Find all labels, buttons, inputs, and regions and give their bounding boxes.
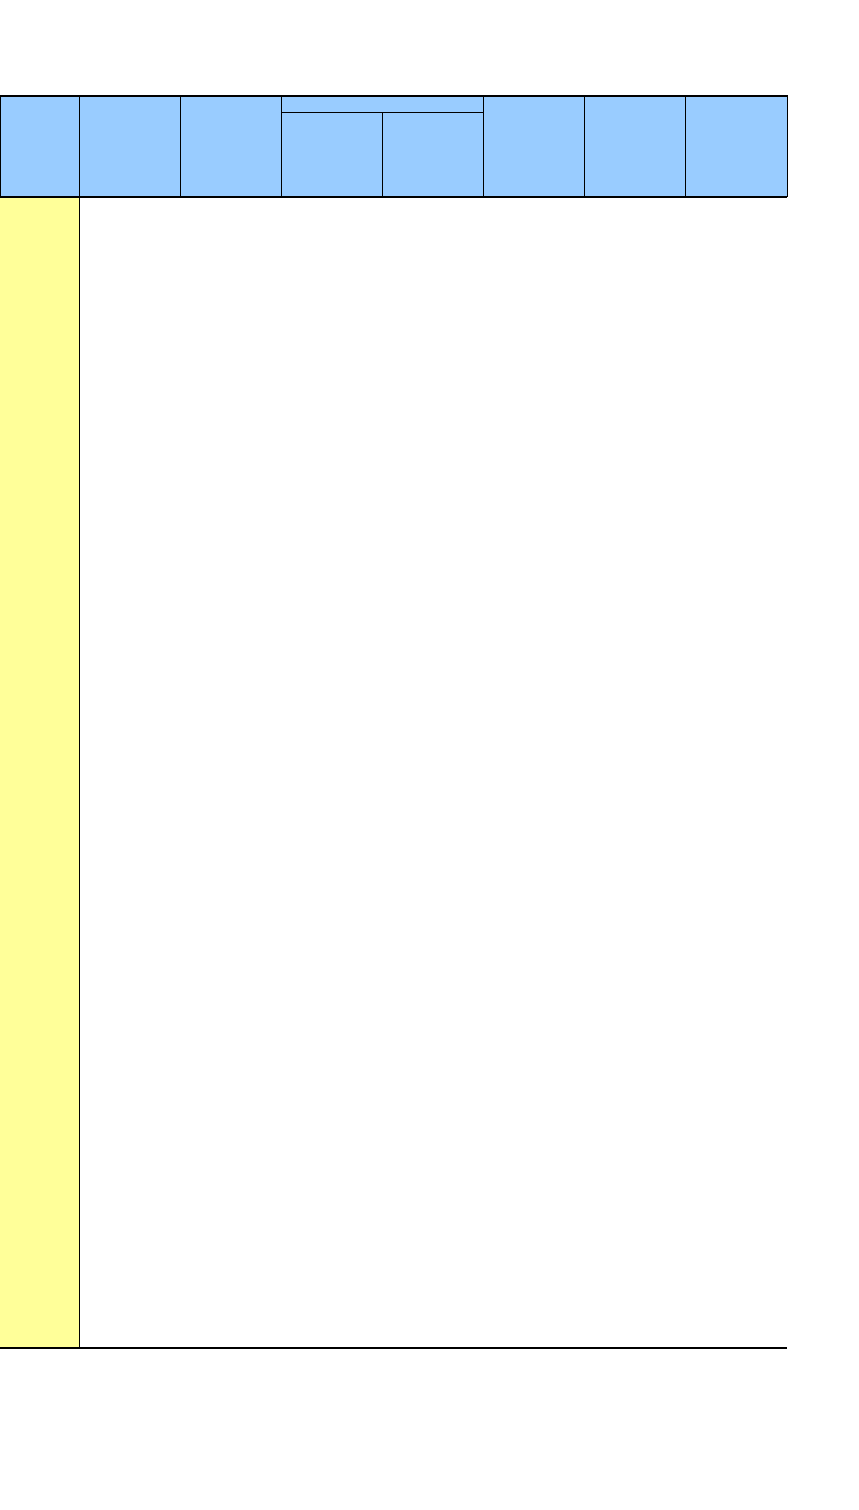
header-blank: [282, 96, 484, 113]
note-line: [3, 1451, 853, 1483]
header-total-population: [181, 96, 282, 197]
note-line: [3, 1419, 853, 1451]
note-line: [3, 1387, 853, 1419]
note-line: [3, 1355, 853, 1387]
table-header: [0, 95, 788, 197]
header-households: [80, 96, 181, 197]
header-density: [686, 96, 788, 197]
header-top-rule: [0, 95, 787, 97]
header-female: [383, 113, 484, 197]
header-sex-ratio: [484, 96, 585, 197]
year-column-highlight: [0, 198, 80, 1348]
header-male: [282, 113, 383, 197]
notes: [3, 1355, 853, 1483]
table-bottom-rule: [0, 1347, 787, 1349]
header-bottom-rule: [0, 196, 787, 198]
header-permanent-population: [585, 96, 686, 197]
header-year: [1, 96, 80, 197]
